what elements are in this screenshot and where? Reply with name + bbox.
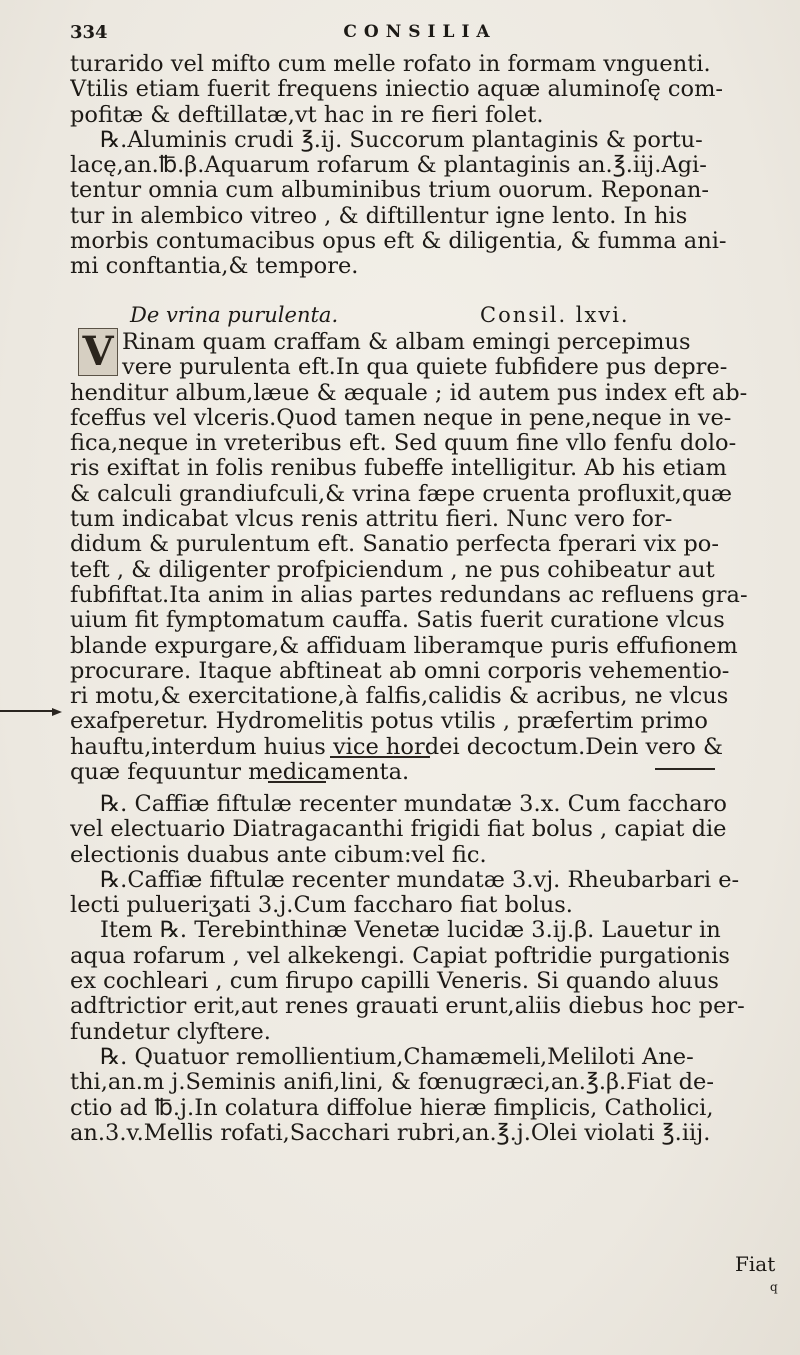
signature-mark: q xyxy=(770,1280,778,1294)
recipe-line: Item ℞. Terebinthinæ Venetæ lucidæ 3.ij.β. Lauetur in xyxy=(100,918,721,944)
text-line: tentur omnia cum albuminibus trium ouorum. Reponan- xyxy=(70,178,709,204)
hand-underline xyxy=(268,781,326,783)
text-line: aqua rofarum , vel alkekengi. Capiat poftridie purgationis xyxy=(70,943,730,969)
text-line: vel electuario Diatragacanthi frigidi fiat bolus , capiat die xyxy=(70,817,727,843)
hand-underline xyxy=(655,768,715,770)
text-line: exafperetur. Hydromelitis potus vtilis , præfertim primo xyxy=(70,709,708,735)
running-head: CONSILIA xyxy=(343,22,497,42)
text-line: uium fit fymptomatum cauffa. Satis fuerit curatione vlcus xyxy=(70,608,725,634)
text-line: fubfiftat.Ita anim in alias partes redundans ac refluens gra- xyxy=(70,582,748,608)
recipe-line: ℞. Caffiæ fiftulæ recenter mundatæ 3.x. Cum faccharo xyxy=(100,792,727,817)
text-line: vere purulenta eft.In qua quiete fubfidere pus depre- xyxy=(122,355,728,381)
text-line: Vtilis etiam fuerit frequens iniectio aquæ aluminoſę com- xyxy=(70,77,724,103)
text-line: morbis contumacibus opus eft & diligentia, & fumma ani- xyxy=(70,229,727,255)
text-line: pofitæ & deftillatæ,vt hac in re fieri folet. xyxy=(70,102,544,128)
recipe-line: ℞. Quatuor remollientium,Chamæmeli,Meliloti Ane- xyxy=(100,1044,694,1070)
chapter-title: De vrina purulenta. xyxy=(130,303,339,327)
hand-underline xyxy=(330,756,430,758)
text-line: lecti pulueriʒati 3.j.Cum faccharo fiat bolus. xyxy=(70,893,573,919)
page-header xyxy=(70,22,770,46)
text-line: fundetur clyftere. xyxy=(70,1019,271,1045)
text-line: blande expurgare,& affiduam liberamque puris effufionem xyxy=(70,633,738,659)
text-line: henditur album,læue & æquale ; id autem pus index eft ab- xyxy=(70,380,748,406)
text-line: adftrictior erit,aut renes grauati erunt,aliis diebus hoc per- xyxy=(70,994,745,1020)
ornamental-initial: V xyxy=(78,328,118,376)
text-line: procurare. Itaque abftineat ab omni corporis vehementio- xyxy=(70,658,730,684)
chapter-number: Consil. lxvi. xyxy=(480,303,630,327)
recipe-line: ℞.Caffiæ fiftulæ recenter mundatæ 3.vj. Rheubarbari e- xyxy=(100,867,740,893)
text-line: didum & purulentum eft. Sanatio perfecta fperari vix po- xyxy=(70,532,719,558)
text-block-recipes xyxy=(70,792,782,1146)
text-line: Rinam quam craffam & albam emingi percepimus xyxy=(122,330,691,355)
text-line: tum indicabat vlcus renis attritu fieri. Nunc vero for- xyxy=(70,507,673,533)
text-block-body xyxy=(70,330,782,785)
text-line: an.3.v.Mellis rofati,Sacchari rubri,an.℥.j.Olei violati ℥.iij. xyxy=(70,1120,711,1146)
text-block-top xyxy=(70,52,782,280)
recipe-line: ℞.Aluminis crudi ℥.ij. Succorum plantaginis & portu- xyxy=(100,127,703,153)
text-line: ctio ad ℔.j.In colatura diffolue hieræ fimplicis, Catholici, xyxy=(70,1095,714,1121)
text-line: fica,neque in vreteribus eft. Sed quum fine vllo fenfu dolo- xyxy=(70,431,737,457)
text-line: electionis duabus ante cibum:vel fic. xyxy=(70,842,487,868)
text-line: teft , & diligenter profpiciendum , ne pus cohibeatur aut xyxy=(70,557,715,583)
text-line: ex cochleari , cum firupo capilli Veneris. Si quando aluus xyxy=(70,969,719,995)
chapter-heading xyxy=(70,303,782,329)
text-line: quæ fequuntur medicamenta. xyxy=(70,760,410,786)
marginal-arrow-icon xyxy=(0,708,64,714)
text-line: & calculi grandiufculi,& vrina fæpe cruenta profluxit,quæ xyxy=(70,481,732,507)
text-line: fceffus vel vlceris.Quod tamen neque in pene,neque in ve- xyxy=(70,405,732,431)
text-line: ris exiftat in folis renibus fubeffe intelligitur. Ab his etiam xyxy=(70,456,727,482)
text-line: lacę,an.℔.β.Aquarum rofarum & plantaginis an.℥.iij.Agi- xyxy=(70,153,707,179)
text-line: mi conftantia,& tempore. xyxy=(70,254,359,280)
text-line: hauftu,interdum huius vice hordei decoctum.Dein vero & xyxy=(70,734,723,760)
text-line: turarido vel mifto cum melle rofato in formam vnguenti. xyxy=(70,52,711,77)
catchword: Fiat xyxy=(735,1252,776,1276)
text-line: tur in alembico vitreo , & diftillentur igne lento. In his xyxy=(70,203,688,229)
text-line: ri motu,& exercitatione,à falfis,calidis & acribus, ne vlcus xyxy=(70,684,729,710)
text-line: thi,an.m j.Seminis anifi,lini, & fœnugræci,an.℥.β.Fiat de- xyxy=(70,1070,714,1096)
page-number: 334 xyxy=(70,22,108,43)
